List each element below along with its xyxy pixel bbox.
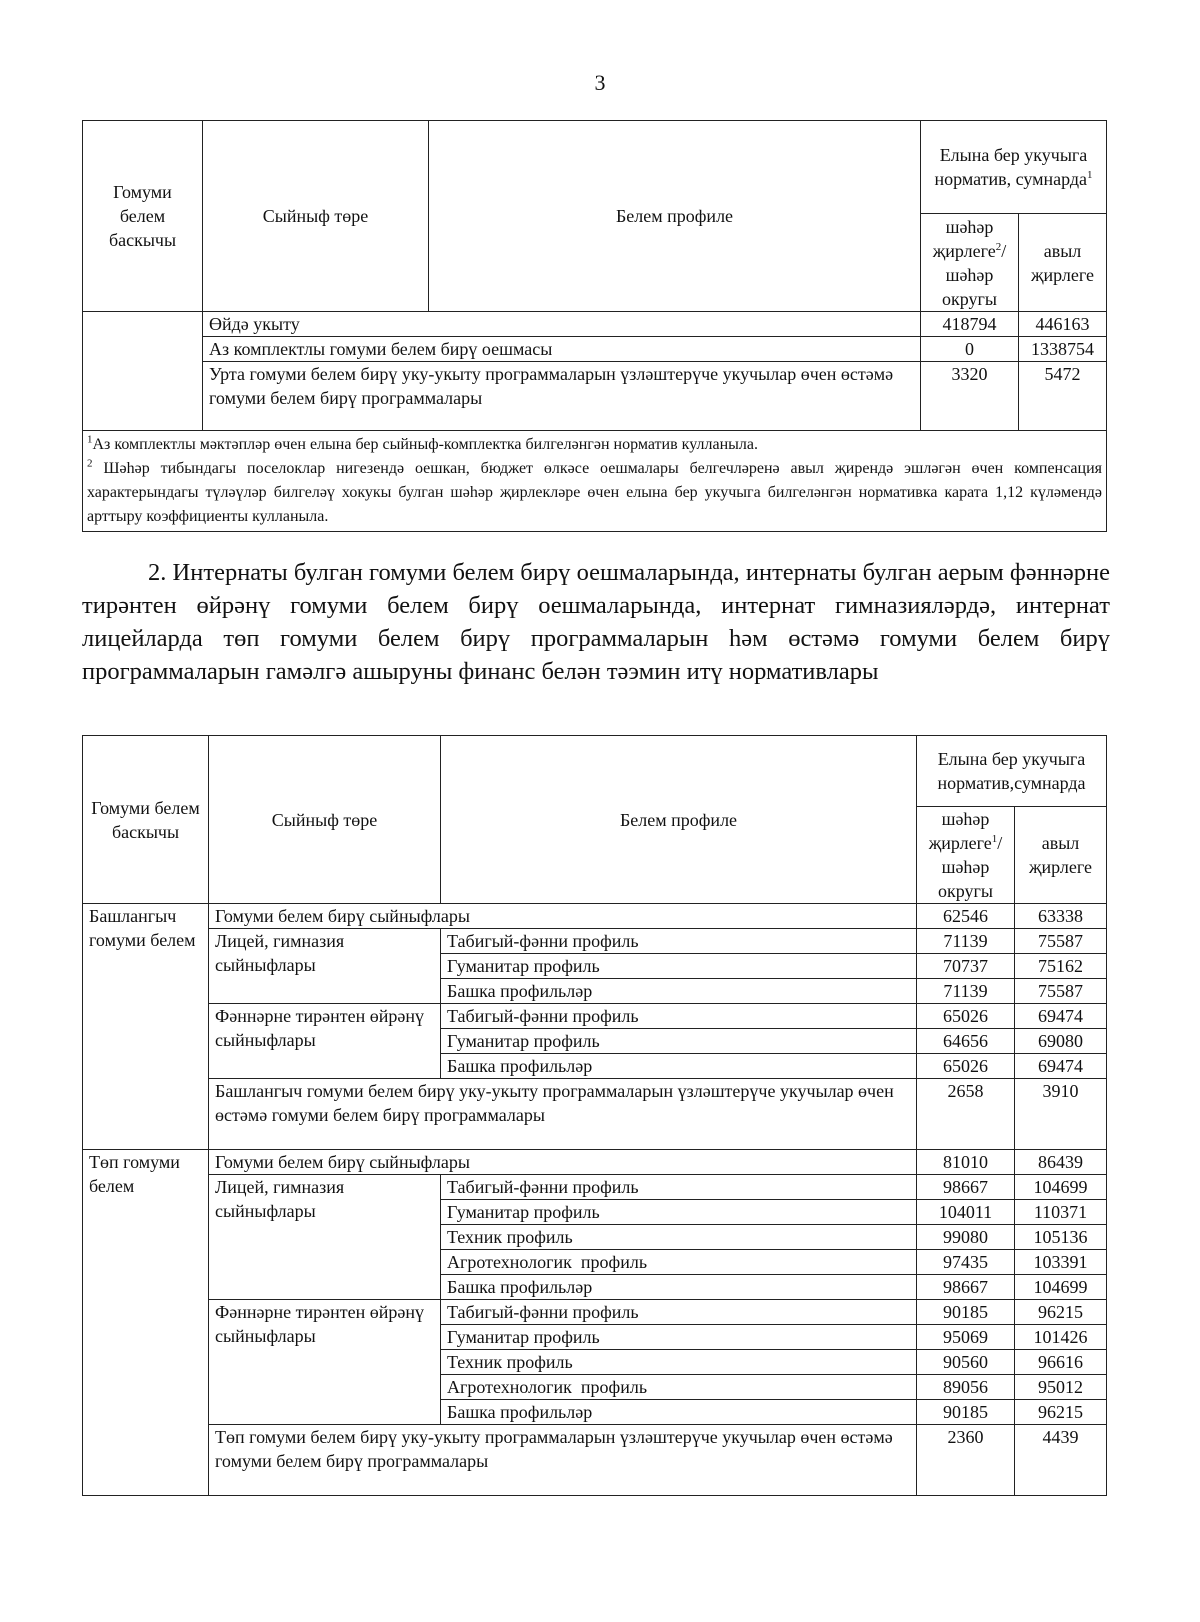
table-row: Гуманитар профиль 70737 75162: [83, 954, 1107, 979]
table-row: [83, 337, 1107, 362]
table-row: Башлангыч гомуми белем Гомуми белем бирү сыйныфлары 62546 63338: [83, 904, 1107, 929]
table-row: Агротехнологик профиль 97435 103391: [83, 1250, 1107, 1275]
header-urban: шәһәр җирлеге$^1$/ шәһәр округы: [917, 807, 1015, 904]
level-primary: Башлангыч гомуми белем: [83, 904, 209, 1150]
row-label: Өйдә укыту: [203, 312, 921, 337]
table-row: Гуманитар профиль 104011 110371: [83, 1200, 1107, 1225]
header-profile: Белем профиле: [429, 121, 921, 312]
header-urban: шәһәр җирлеге$^2$/ шәһәр округы: [921, 214, 1019, 312]
header-class-type: Сыйныф төре: [203, 121, 429, 312]
header-normative: Елына бер укучыга норматив, сумнарда$^1$: [921, 121, 1107, 214]
normatives-table-1: [82, 120, 1107, 532]
table-row: Башлангыч гомуми белем бирү уку-укыту программаларын үзләштерүче укучылар өчен өстәмә гомуми белем бирү программалары 2658 3910: [83, 1079, 1107, 1150]
table-row: Башка профильләр 90185 96215: [83, 1400, 1107, 1425]
table-row: Төп гомуми белем бирү уку-укыту программаларын үзләштерүче укучылар өчен өстәмә гомуми белем бирү программалары 2360 4439: [83, 1425, 1107, 1496]
table-row: Төп гомуми белем Гомуми белем бирү сыйныфлары 81010 86439: [83, 1150, 1107, 1175]
table-row: Башка профильләр 71139 75587: [83, 979, 1107, 1004]
table-row: Гуманитар профиль 64656 69080: [83, 1029, 1107, 1054]
row-label: Аз комплектлы гомуми белем бирү оешмасы: [203, 337, 921, 362]
row-label: Урта гомуми белем бирү уку-укыту программаларын үзләштерүче укучылар өчен өстәмә гомуми белем бирү программалары: [203, 362, 921, 431]
urban-value: 3320: [921, 362, 1019, 431]
table-row: Фәннәрне тирәнтен өйрәнү сыйныфлары Табигый-фәнни профиль 90185 96215: [83, 1300, 1107, 1325]
table-row: Фәннәрне тирәнтен өйрәнү сыйныфлары Табигый-фәнни профиль 65026 69474: [83, 1004, 1107, 1029]
table-row: [83, 362, 1107, 431]
urban-value: 0: [921, 337, 1019, 362]
table-row: Башка профильләр 98667 104699: [83, 1275, 1107, 1300]
header-profile: Белем профиле: [441, 736, 917, 904]
section-2-heading: 2. Интернаты булган гомуми белем бирү оешмаларында, интернаты булган аерым фәннәрне тирәнтен өйрәнү гомуми белем бирү оешмаларында, интернат гимназияләрдә, интернат лицейларда төп гомуми белем бирү программаларын һәм өстәмә гомуми белем бирү программаларын гамәлгә ашыруны финанс белән тәэмин итү нормативлары: [82, 559, 1110, 685]
header-row: [83, 736, 1107, 807]
header-class-type: Сыйныф төре: [209, 736, 441, 904]
level-basic: Төп гомуми белем: [83, 1150, 209, 1496]
class-lyceum: Лицей, гимназия сыйныфлары: [209, 1175, 441, 1300]
header-normative: Елына бер укучыга норматив,сумнарда: [917, 736, 1107, 807]
table-row: Башка профильләр 65026 69474: [83, 1054, 1107, 1079]
class-lyceum: Лицей, гимназия сыйныфлары: [209, 929, 441, 1004]
table-row: Гуманитар профиль 95069 101426: [83, 1325, 1107, 1350]
table-row: Техник профиль 90560 96616: [83, 1350, 1107, 1375]
table-row: Лицей, гимназия сыйныфлары Табигый-фәнни профиль 71139 75587: [83, 929, 1107, 954]
footnote-2: $^2$ Шәһәр тибындагы поселоклар нигезендә оешкан, бюджет өлкәсе оешмалары белгечләренә авыл җирендә эшләгән өчен компенсация характерындагы түләүләр билгеләү хокукы булган шәһәр җирлекләре өчен елына бер укучыга билгеләнгән нормативка карата 1,12 күләмендә арттыру коэффициенты кулланыла.: [87, 457, 1102, 525]
header-row: [83, 121, 1107, 214]
urban-value: 418794: [921, 312, 1019, 337]
class-advanced: Фәннәрне тирәнтен өйрәнү сыйныфлары: [209, 1300, 441, 1425]
rural-value: 5472: [1019, 362, 1107, 431]
header-rural: авыл җирлеге: [1015, 807, 1107, 904]
table-row: Техник профиль 99080 105136: [83, 1225, 1107, 1250]
rural-value: 446163: [1019, 312, 1107, 337]
table-row: Агротехнологик профиль 89056 95012: [83, 1375, 1107, 1400]
header-rural: авыл җирлеге: [1019, 214, 1107, 312]
page-number: 3: [594, 70, 606, 95]
header-level: Гомуми белем баскычы: [83, 736, 209, 904]
table-row: [83, 312, 1107, 337]
footnotes-row: [83, 431, 1107, 532]
class-advanced: Фәннәрне тирәнтен өйрәнү сыйныфлары: [209, 1004, 441, 1079]
footnote-1: $^1$Аз комплектлы мәктәпләр өчен елына бер сыйныф-комплектка билгеләнгән норматив кулланыла.: [87, 433, 758, 453]
rural-value: 1338754: [1019, 337, 1107, 362]
header-level: Гомуми белем баскычы: [83, 121, 203, 312]
normatives-table-2: [82, 735, 1107, 1496]
table-row: Лицей, гимназия сыйныфлары Табигый-фәнни профиль 98667 104699: [83, 1175, 1107, 1200]
